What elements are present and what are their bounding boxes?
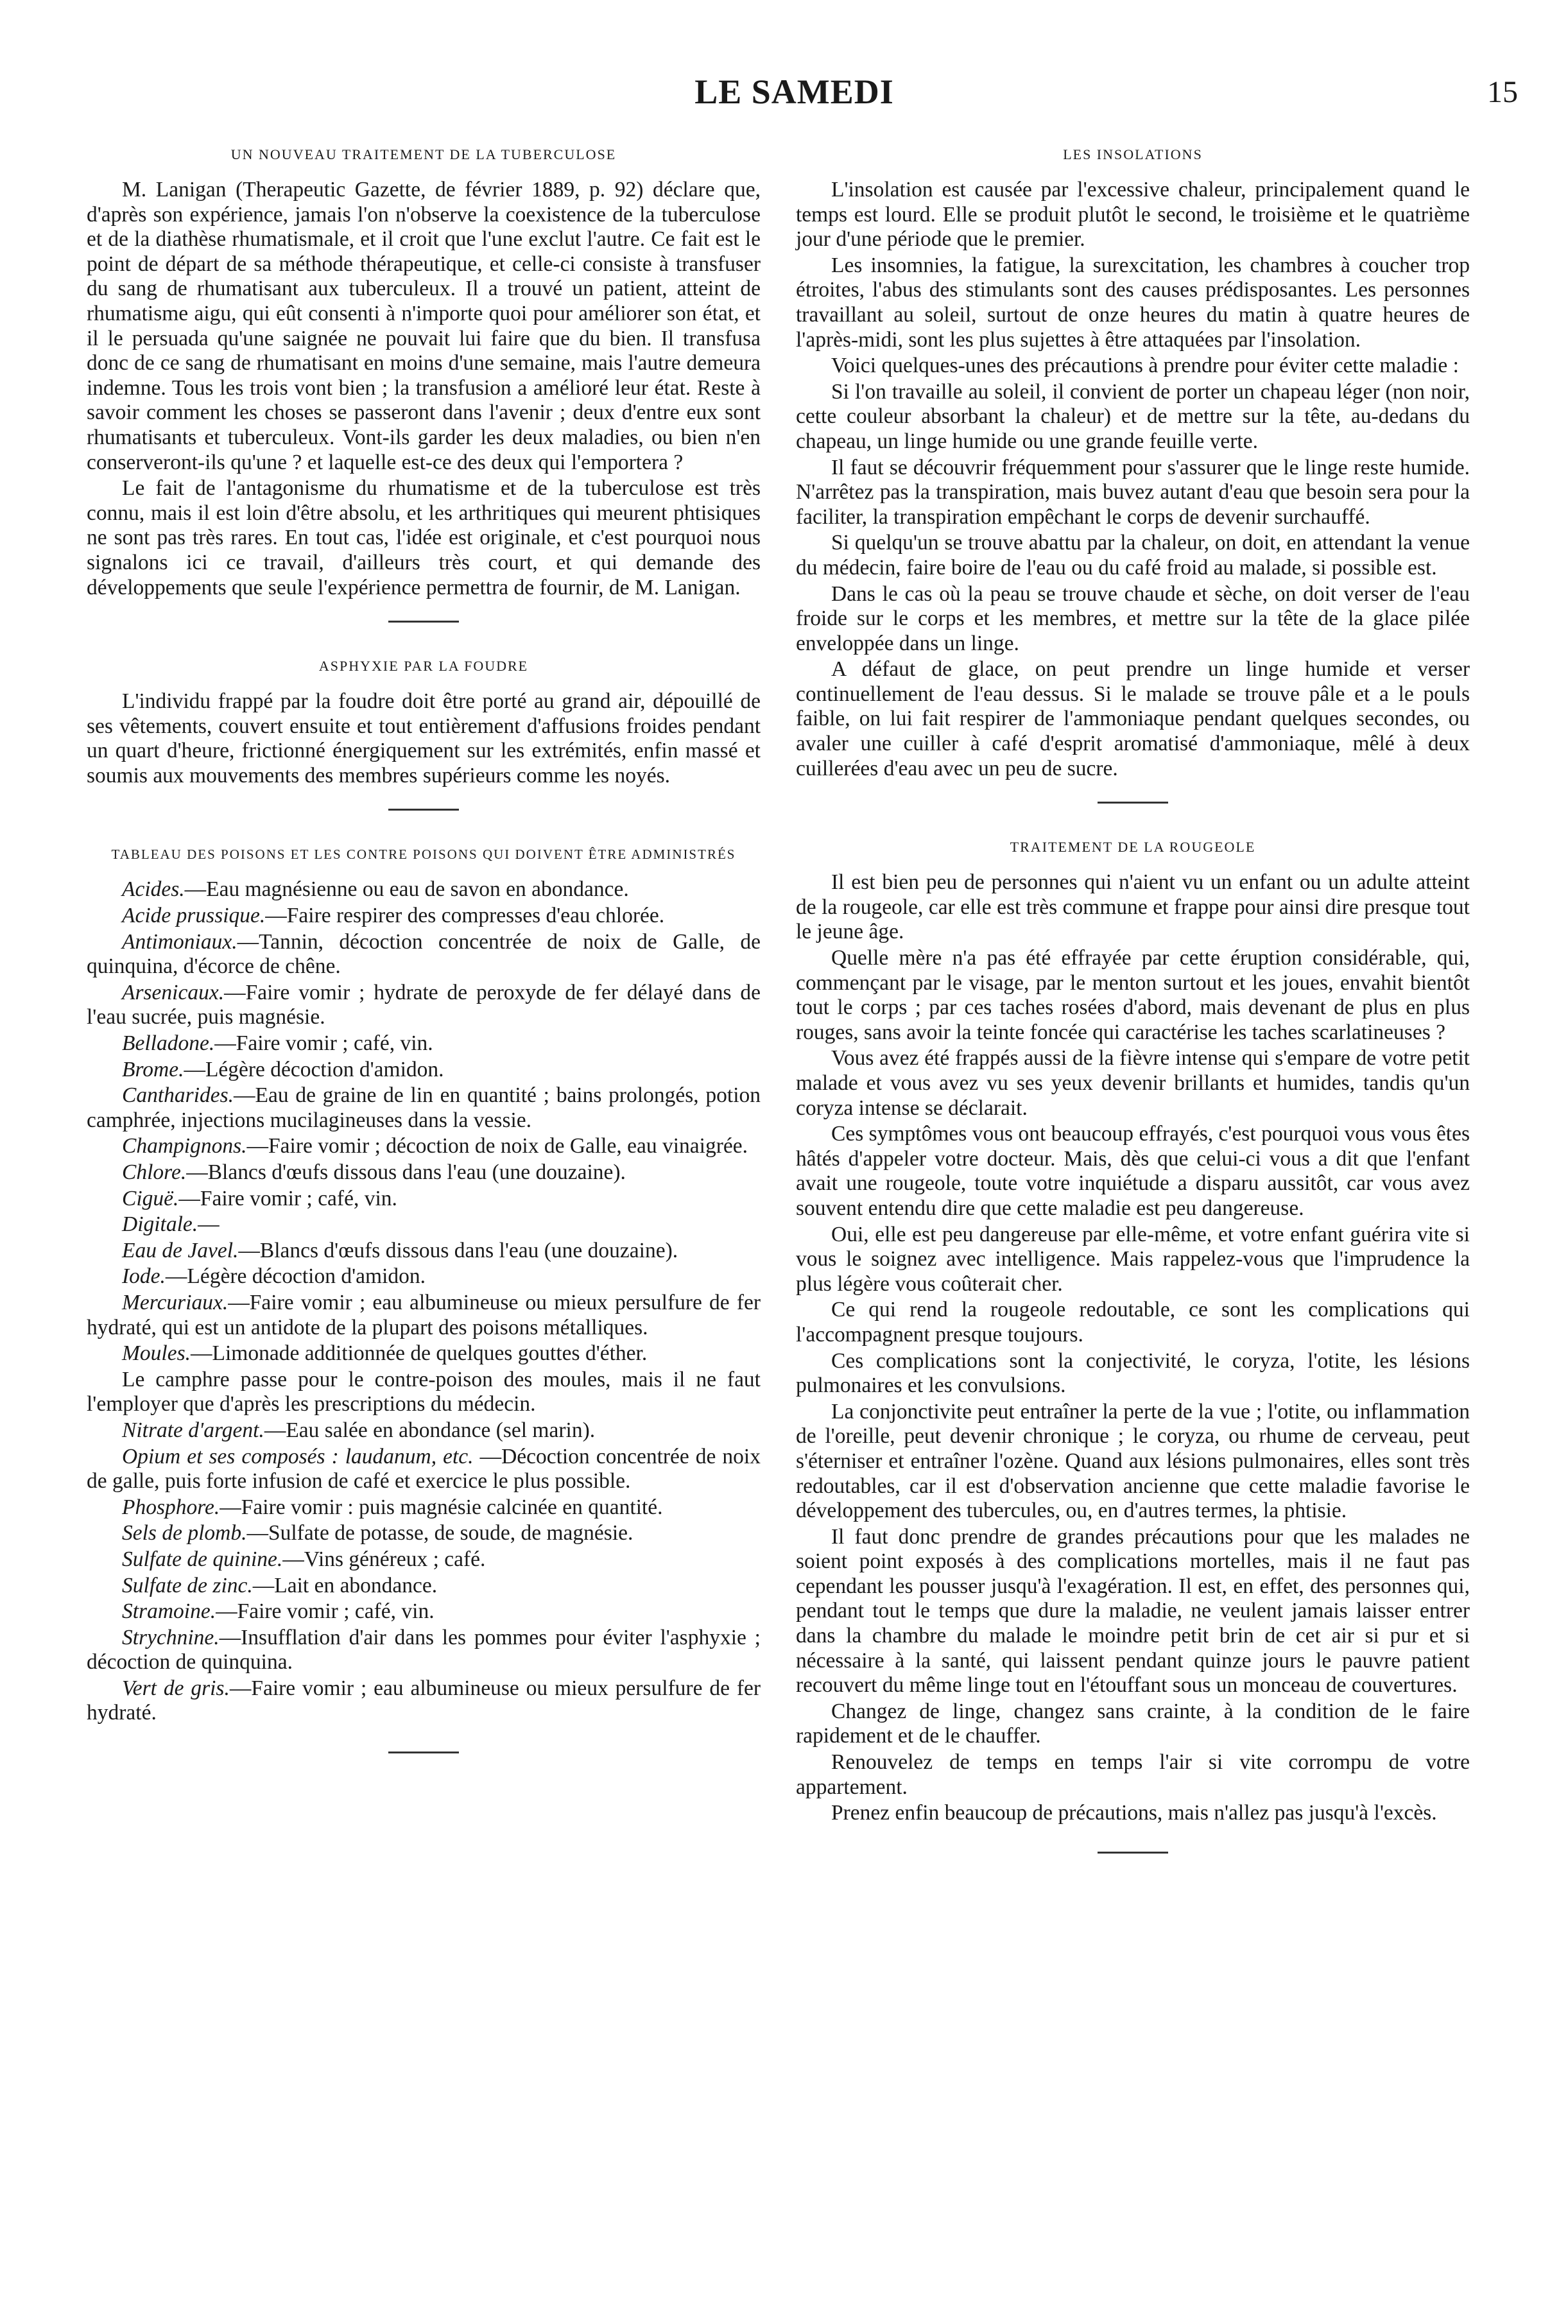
rougeole-body [796, 870, 1470, 1826]
article-paragraph: Oui, elle est peu dangereuse par elle-même, et votre enfant guérira vite si vous le soignez avec intelligence. Mais rappelez-vous que l'imprudence la plus légère vous coûterait cher. [796, 1222, 1470, 1296]
poison-entry [87, 1031, 761, 1056]
page-title: LE SAMEDI [694, 73, 894, 111]
poison-name: Champignons. [122, 1134, 247, 1158]
poison-name: Chlore. [122, 1160, 187, 1184]
antidote-text: —Faire vomir ; eau albumineuse ou mieux persulfure de fer hydraté. [87, 1676, 761, 1725]
poison-name: Sulfate de quinine. [122, 1547, 283, 1571]
article-paragraph: La conjonctivite peut entraîner la perte de la vue ; l'otite, ou inflammation de l'oreille, peut devenir chronique ; le coryza, ou rhume de cerveau, peut s'éterniser et entraîner l'ozène. Quand aux lésions pulmonaires, elles sont très redoutables, car il est d'observation ancienne que cette maladie favorise le développement des tubercules, ou, en d'autres termes, la phtisie. [796, 1399, 1470, 1523]
poison-name: Brome. [122, 1057, 184, 1081]
antidote-text: —Eau magnésienne ou eau de savon en abondance. [184, 877, 629, 902]
antidote-text: —Faire vomir ; café, vin. [178, 1186, 397, 1210]
poison-entry [87, 1058, 761, 1083]
poison-entry [87, 877, 761, 902]
right-column [796, 144, 1470, 1887]
poison-entry [87, 1239, 761, 1264]
antidote-text: —Légère décoction d'amidon. [165, 1264, 426, 1289]
article-paragraph: L'individu frappé par la foudre doit être porté au grand air, dépouillé de ses vêtements, couvert ensuite et tout entièrement d'affusions froides pendant un quart d'heure, frictionné énergiquement sur les extrémités, enfin massé et soumis aux mouvements des membres supérieurs comme les noyés. [87, 689, 761, 788]
antidote-text: —Décoction concentrée de noix de galle, puis forte infusion de café et exercice le plus possible. [87, 1444, 761, 1493]
article-paragraph: Dans le cas où la peau se trouve chaude et sèche, on doit verser de l'eau froide sur le corps et les membres, et mettre sur la tête de la glace pilée enveloppée dans un linge. [796, 581, 1470, 655]
antidote-text: —Blancs d'œufs dissous dans l'eau (une douzaine). [186, 1160, 626, 1184]
poison-entry [87, 1341, 761, 1366]
poison-entry [87, 981, 761, 1030]
section-divider [388, 621, 459, 623]
poison-name: Phosphore. [122, 1495, 220, 1519]
antidote-text: —Faire vomir ; décoction de noix de Galle, eau vinaigrée. [246, 1134, 748, 1158]
antidote-text: —Sulfate de potasse, de soude, de magnésie. [246, 1521, 633, 1545]
article-paragraph: Voici quelques-unes des précautions à prendre pour éviter cette maladie : [831, 354, 1459, 378]
article-paragraph: Il faut donc prendre de grandes précautions pour que les malades ne soient point exposés à des complications mortelles, mais il ne faut pas cependant les pousser jusqu'à l'exagération. Il est, en effet, des personnes qui, pendant tout le temps que dure la maladie, ne veulent jamais laisser entrer dans la chambre du malade le moindre petit brin de cet air si pur et si nécessaire à la santé, qui laissent pendant quinze jours le pauvre patient recouvert du même linge tout en l'étouffant sous un monceau de couvertures. [796, 1524, 1470, 1698]
poison-entry [87, 1291, 761, 1340]
section-title-insolations: LES INSOLATIONS [1063, 146, 1203, 162]
section-divider [1098, 1852, 1168, 1854]
antidote-text: —Blancs d'œufs dissous dans l'eau (une douzaine). [238, 1238, 678, 1262]
poison-name: Eau de Javel. [122, 1238, 239, 1262]
poison-entry [87, 930, 761, 979]
article-paragraph: Le fait de l'antagonisme du rhumatisme et de la tuberculose est très connu, mais il est loin d'être absolu, et les arthritiques qui meurent phtisiques ne sont pas très rares. En tout cas, l'idée est originale, et c'est pourquoi nous signalons ici ce travail, d'ailleurs très court, et qui demande des développements que seule l'expérience permettra de fournir, de M. Lanigan. [87, 476, 761, 599]
article-paragraph: Les insomnies, la fatigue, la surexcitation, les chambres à coucher trop étroites, l'abus des stimulants sont des causes prédisposantes. Les personnes travaillant au soleil, surtout de onze heures du matin à quatre heures de l'après-midi, sont les plus sujettes à être attaquées par l'insolation. [796, 253, 1470, 352]
poison-entry [87, 1418, 761, 1443]
poison-name: Iode. [122, 1264, 166, 1289]
poison-name: Sulfate de zinc. [122, 1573, 253, 1597]
poison-entry [87, 1368, 761, 1417]
antidote-text: —Faire vomir ; café, vin. [216, 1599, 435, 1624]
article-paragraph: Il est bien peu de personnes qui n'aient vu un enfant ou un adulte atteint de la rougeole, car elle est très commune et frappe pour ainsi dire presque tout le jeune âge. [796, 870, 1470, 944]
antidote-text: —Eau salée en abondance (sel marin). [264, 1418, 596, 1442]
article-paragraph: Quelle mère n'a pas été effrayée par cette éruption considérable, qui, commençant par le visage, par le menton surtout et les joues, envahit bientôt tout le corps ; par ces taches rosées d'abord, mais devenant de plus en plus rouges, sans avoir la teinte foncée qui caractérise les taches scarlatineuses ? [796, 946, 1470, 1044]
article-paragraph: Vous avez été frappés aussi de la fièvre intense qui s'empare de votre petit malade et vous avez vu ses yeux devenir brillants et humides, tandis qu'un coryza intense se déclarait. [796, 1046, 1470, 1120]
poison-entry [87, 1187, 761, 1212]
poison-entry [87, 1160, 761, 1185]
article-paragraph: Ces symptômes vous ont beaucoup effrayés, c'est pourquoi vous vous êtes hâtés d'appeler votre docteur. Mais, dès que celui-ci vous a dit que l'enfant avait une rougeole, toute votre inquiétude a disparu aussitôt, car vous avez souvent entendu dire que cette maladie est peu dangereuse. [796, 1122, 1470, 1220]
poison-name: Sels de plomb. [122, 1521, 247, 1545]
antidote-text: —Faire vomir : puis magnésie calcinée en quantité. [220, 1495, 663, 1519]
poison-entry [87, 1264, 761, 1289]
poison-name: Opium et ses composés : laudanum, etc. [122, 1444, 474, 1468]
section-title-rougeole: TRAITEMENT DE LA ROUGEOLE [1010, 839, 1256, 856]
antidote-text: —Faire vomir ; eau albumineuse ou mieux persulfure de fer hydraté, qui est un antidote de la plupart des poisons métalliques. [87, 1290, 761, 1339]
article-paragraph: Si l'on travaille au soleil, il convient de porter un chapeau léger (non noir, cette couleur absorbant la chaleur) et de mettre sur la tête, au-dedans du chapeau, un linge humide ou une grande feuille verte. [796, 379, 1470, 453]
poison-name: Antimoniaux. [122, 929, 237, 954]
poison-entry [87, 1676, 761, 1726]
poison-name: Vert de gris. [122, 1676, 230, 1700]
section-divider [388, 1752, 459, 1753]
article-paragraph: Ce qui rend la rougeole redoutable, ce sont les complications qui l'accompagnent presque toujours. [796, 1298, 1470, 1347]
poison-name: Cantharides. [122, 1083, 234, 1108]
insolations-body [796, 178, 1470, 781]
antidote-text: —Eau de graine de lin en quantité ; bains prolongés, potion camphrée, injections mucilagineuses dans la vessie. [87, 1083, 761, 1132]
poison-name: Arsenicaux. [122, 980, 225, 1004]
poison-name: Digitale. [122, 1212, 198, 1237]
article-paragraph: Ces complications sont la conjectivité, le coryza, l'otite, les lésions pulmonaires et les convulsions. [796, 1348, 1470, 1398]
antidote-text: Le camphre passe pour le contre-poison des moules, mais il ne faut l'employer que d'après les prescriptions du médecin. [87, 1367, 761, 1416]
poison-entry [87, 1134, 761, 1159]
poison-name: Stramoine. [122, 1599, 216, 1624]
article-paragraph: A défaut de glace, on peut prendre un linge humide et verser continuellement de l'eau dessus. Si le malade se trouve pâle et a le pouls faible, on lui fait respirer de l'ammoniaque pendant quelques secondes, ou avaler une cuiller à café d'esprit aromatisé d'ammoniaque, mêlé à deux cuillerées d'eau avec un peu de sucre. [796, 657, 1470, 780]
antidote-text: —Légère décoction d'amidon. [184, 1057, 444, 1081]
article-paragraph: Changez de linge, changez sans crainte, à la condition de le faire rapidement et de le chauffer. [796, 1699, 1470, 1748]
page-number: 15 [1487, 75, 1518, 109]
article-paragraph: Prenez enfin beaucoup de précautions, mais n'allez pas jusqu'à l'excès. [831, 1801, 1437, 1825]
article-paragraph: L'insolation est causée par l'excessive chaleur, principalement quand le temps est lourd. Elle se produit plutôt le second, le troisième et le quatrième jour d'une période que le premier. [796, 178, 1470, 252]
section-divider [1098, 802, 1168, 804]
poison-entry [87, 1521, 761, 1546]
antidote-text: —Faire vomir ; café, vin. [214, 1031, 433, 1056]
poison-name: Moules. [122, 1341, 191, 1366]
page-header [71, 72, 1518, 123]
poison-entry [87, 1212, 761, 1237]
poison-name: Belladone. [122, 1031, 215, 1056]
poison-entry [87, 1445, 761, 1494]
poison-name: Strychnine. [122, 1625, 220, 1649]
section-divider [388, 809, 459, 811]
poison-entry [87, 904, 761, 929]
poison-name: Mercuriaux. [122, 1290, 228, 1314]
antidote-text: —Faire respirer des compresses d'eau chlorée. [265, 904, 665, 928]
article-paragraph: Renouvelez de temps en temps l'air si vite corrompu de votre appartement. [796, 1750, 1470, 1799]
poison-entry [87, 1547, 761, 1572]
article-paragraph: Il faut se découvrir fréquemment pour s'assurer que le linge reste humide. N'arrêtez pas la transpiration, mais buvez autant d'eau que besoin sera pour la faciliter, la transpiration empêchant le corps de devenir surchauffé. [796, 455, 1470, 529]
section-title-asphyxie: ASPHYXIE PAR LA FOUDRE [318, 658, 529, 675]
antidote-text: — [198, 1212, 220, 1237]
poison-name: Acides. [122, 877, 185, 902]
poison-entry [87, 1083, 761, 1133]
antidote-text: —Lait en abondance. [252, 1573, 438, 1597]
section-title-poisons: TABLEAU DES POISONS ET LES CONTRE POISONS QUI DOIVENT ÊTRE ADMINISTRÉS [111, 847, 736, 863]
poison-entry [87, 1574, 761, 1599]
poison-name: Nitrate d'argent. [122, 1418, 264, 1442]
article-paragraph: M. Lanigan (Therapeutic Gazette, de février 1889, p. 92) déclare que, d'après son expérience, jamais l'on n'observe la coexistence de la tuberculose et de la diathèse rhumatismale, et il croit que l'une exclut l'autre. Ce fait est le point de départ de sa méthode thérapeutique, et celle-ci consiste à transfuser du sang de rhumatisant aux tuberculeux. Il a trouvé un patient, atteint de rhumatisme aigu, qui eût consenti à n'importe quoi pour améliorer son état, et il le persuada qu'une saignée ne pouvait lui faire que du bien. Il transfusa donc de ce sang de rhumatisant en moins d'une semaine, mais l'autre demeura indemne. Tous les trois vont bien ; la transfusion a amélioré leur état. Reste à savoir comment les choses se passeront dans l'avenir ; deux d'entre eux sont rhumatisants et tuberculeux. Vont-ils garder les deux maladies, ou bien n'en conserveront-ils qu'une ? et laquelle est-ce des deux qui l'emportera ? [87, 178, 761, 474]
antidote-text: —Limonade additionnée de quelques gouttes d'éther. [191, 1341, 648, 1366]
poison-entry [87, 1495, 761, 1520]
antidote-text: —Faire vomir ; hydrate de peroxyde de fer délayé dans de l'eau sucrée, puis magnésie. [87, 980, 761, 1029]
poison-entry [87, 1599, 761, 1624]
poison-name: Acide prussique. [122, 904, 266, 928]
section-title-tuberculose: UN NOUVEAU TRAITEMENT DE LA TUBERCULOSE [230, 146, 617, 162]
poison-list [87, 877, 761, 1726]
antidote-text: —Insufflation d'air dans les pommes pour éviter l'asphyxie ; décoction de quinquina. [87, 1625, 761, 1674]
article-paragraph: Si quelqu'un se trouve abattu par la chaleur, on doit, en attendant la venue du médecin, faire boire de l'eau ou du café froid au malade, si possible est. [796, 531, 1470, 580]
poison-entry [87, 1626, 761, 1675]
left-column [87, 144, 761, 1787]
antidote-text: —Tannin, décoction concentrée de noix de Galle, de quinquina, d'écorce de chêne. [87, 929, 761, 979]
antidote-text: —Vins généreux ; café. [282, 1547, 486, 1571]
poison-name: Ciguë. [122, 1186, 179, 1210]
